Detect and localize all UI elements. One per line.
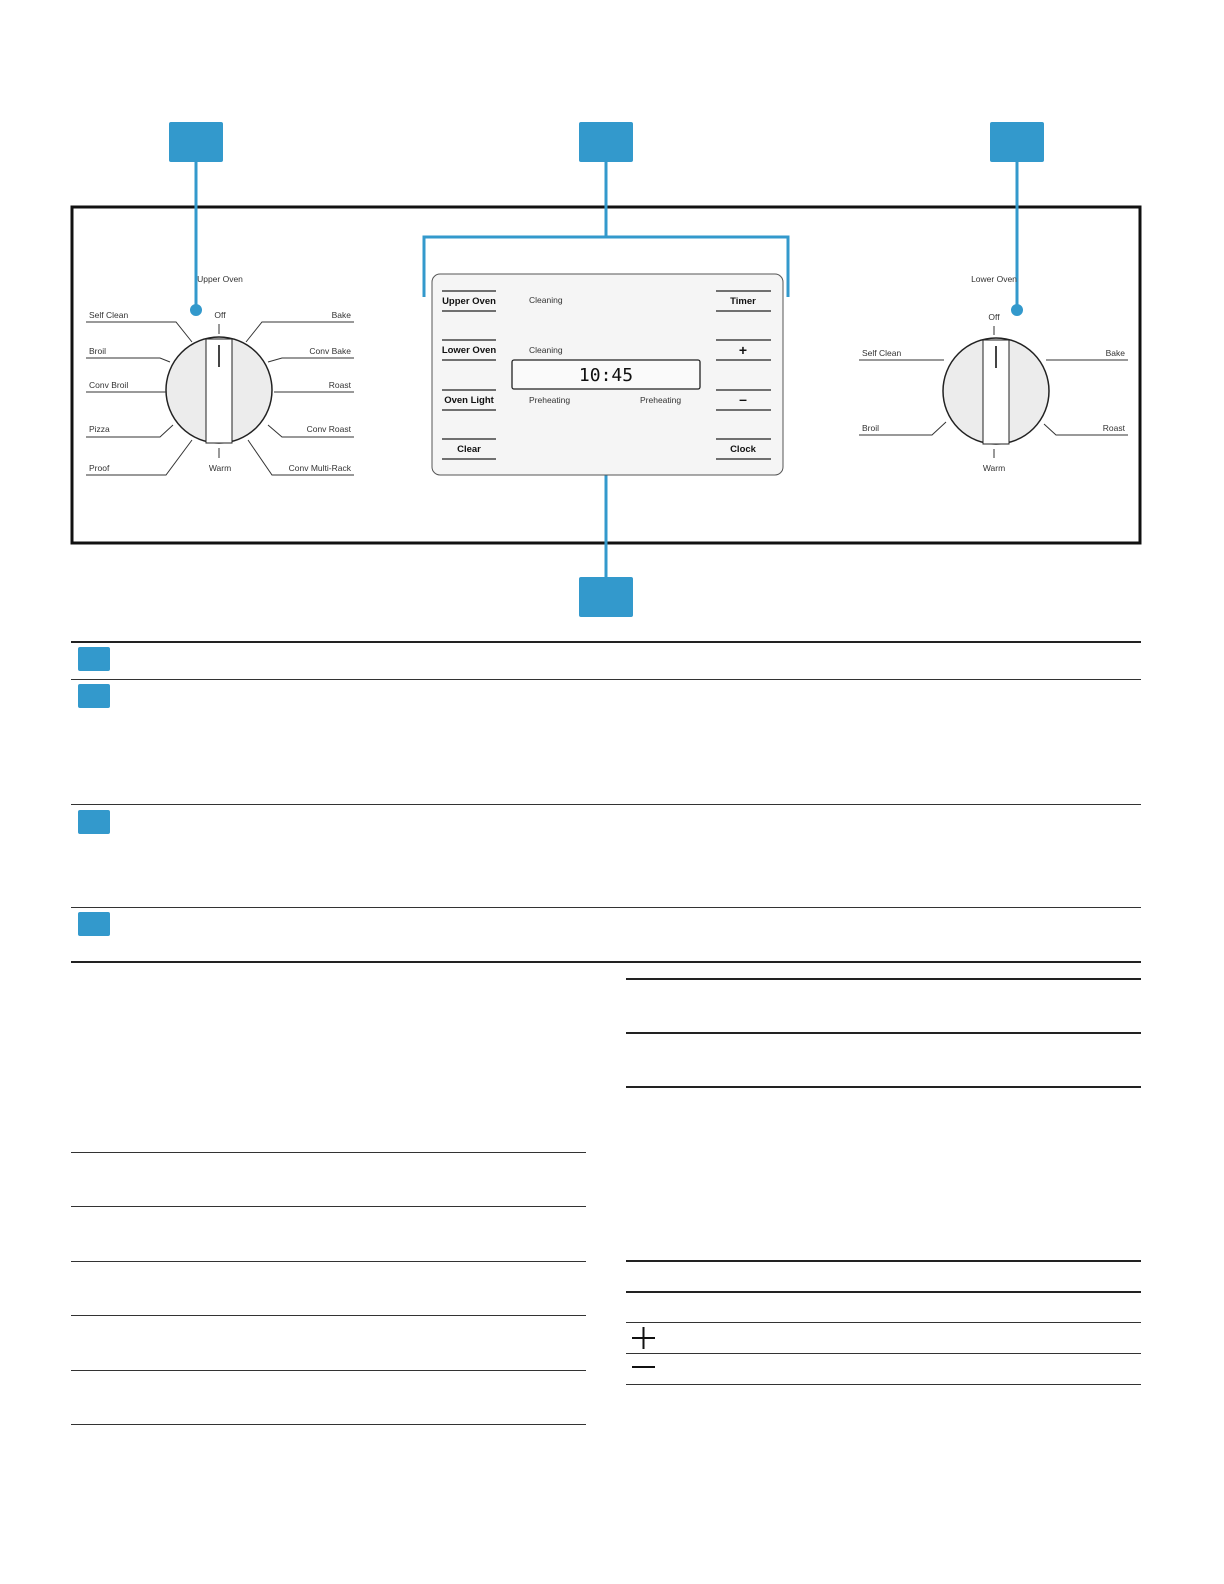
lower-oven-title: Lower Oven xyxy=(971,274,1017,284)
lower-warm-label: Warm xyxy=(982,463,1006,473)
table-rule xyxy=(626,1032,1141,1034)
table-rule xyxy=(71,641,1141,643)
lower-status-text: Cleaning xyxy=(529,345,563,355)
display-time: 10:45 xyxy=(578,365,634,386)
table-rule xyxy=(71,907,1141,908)
lower-off-label: Off xyxy=(988,312,1000,322)
legend-marker-1 xyxy=(78,647,110,671)
lower-left-label: Broil xyxy=(862,423,880,433)
table-rule xyxy=(626,1322,1141,1323)
lower-oven-button: Lower Oven xyxy=(441,345,497,356)
upper-right-label: Bake xyxy=(331,310,351,320)
oven-control-diagram xyxy=(0,0,1224,640)
table-rule xyxy=(71,1261,586,1262)
lower-right-label: Bake xyxy=(1105,348,1125,358)
table-rule xyxy=(626,1291,1141,1293)
timer-button: Timer xyxy=(730,296,756,307)
upper-left-label: Proof xyxy=(89,463,110,473)
upper-left-label: Conv Broil xyxy=(89,380,129,390)
table-rule xyxy=(71,1152,586,1153)
plus-icon xyxy=(630,1326,658,1350)
minus-button: – xyxy=(739,391,747,407)
upper-right-label: Conv Multi-Rack xyxy=(288,463,351,473)
table-rule xyxy=(71,1424,586,1425)
upper-left-label: Broil xyxy=(89,346,107,356)
upper-preheat-text: Preheating xyxy=(529,395,571,405)
upper-warm-label: Warm xyxy=(208,463,232,473)
upper-oven-title: Upper Oven xyxy=(197,274,243,284)
upper-status-text: Cleaning xyxy=(529,295,563,305)
legend-marker-4 xyxy=(78,912,110,936)
legend-marker-3 xyxy=(78,810,110,834)
table-rule xyxy=(71,679,1141,680)
table-rule xyxy=(626,1086,1141,1088)
plus-button: + xyxy=(738,342,748,358)
clock-button: Clock xyxy=(730,444,756,455)
table-rule xyxy=(626,1353,1141,1354)
table-rule xyxy=(626,978,1141,980)
table-rule xyxy=(71,1206,586,1207)
oven-light-button: Oven Light xyxy=(444,395,494,406)
table-rule xyxy=(71,804,1141,805)
lower-right-label: Roast xyxy=(1102,423,1125,433)
upper-oven-dial xyxy=(86,322,354,475)
upper-left-label: Pizza xyxy=(89,424,110,434)
upper-oven-button: Upper Oven xyxy=(442,296,496,307)
upper-off-label: Off xyxy=(214,310,226,320)
table-rule xyxy=(71,1315,586,1316)
lower-preheat-text: Preheating xyxy=(640,395,682,405)
clear-button: Clear xyxy=(457,444,481,455)
table-rule xyxy=(71,961,1141,963)
lower-left-label: Self Clean xyxy=(862,348,902,358)
legend-marker-2 xyxy=(78,684,110,708)
lower-oven-dial xyxy=(859,326,1128,458)
minus-icon xyxy=(630,1360,658,1374)
table-rule xyxy=(626,1384,1141,1385)
upper-right-label: Conv Bake xyxy=(309,346,351,356)
upper-left-label: Self Clean xyxy=(89,310,129,320)
upper-right-label: Conv Roast xyxy=(306,424,351,434)
table-rule xyxy=(626,1260,1141,1262)
table-rule xyxy=(71,1370,586,1371)
upper-right-label: Roast xyxy=(328,380,351,390)
